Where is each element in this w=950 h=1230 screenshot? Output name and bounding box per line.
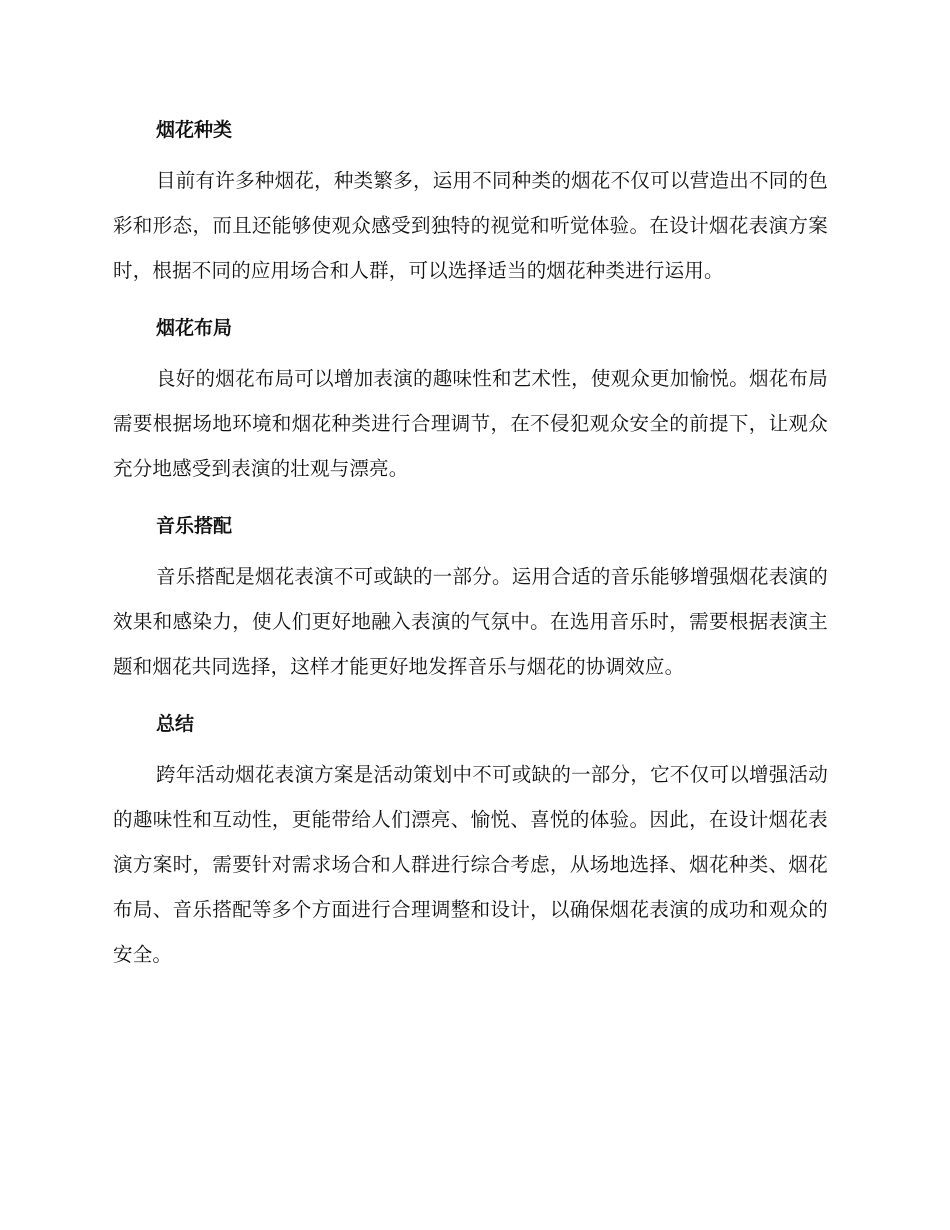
section-heading: 烟花种类 xyxy=(156,119,233,141)
section-heading: 烟花布局 xyxy=(156,317,233,339)
section-paragraph: 目前有许多种烟花，种类繁多，运用不同种类的烟花不仅可以营造出不同的色彩和形态，而且还能够使观众感受到独特的视觉和听觉体验。在设计烟花表演方案时，根据不同的应用场合和人群，可以选择适当的烟花种类进行运用。 xyxy=(113,169,828,282)
section-paragraph: 跨年活动烟花表演方案是活动策划中不可或缺的一部分，它不仅可以增强活动的趣味性和互动性，更能带给人们漂亮、愉悦、喜悦的体验。因此，在设计烟花表演方案时，需要针对需求场合和人群进行综合考虑，从场地选择、烟花种类、烟花布局、音乐搭配等多个方面进行合理调整和设计，以确保烟花表演的成功和观众的安全。 xyxy=(113,763,828,966)
section-summary xyxy=(113,704,828,977)
section-heading: 总结 xyxy=(156,713,195,735)
section-paragraph: 良好的烟花布局可以增加表演的趣味性和艺术性，使观众更加愉悦。烟花布局需要根据场地环境和烟花种类进行合理调节，在不侵犯观众安全的前提下，让观众充分地感受到表演的壮观与漂亮。 xyxy=(113,367,828,480)
section-fireworks-types xyxy=(113,110,828,293)
section-music-pairing xyxy=(113,506,828,689)
section-paragraph: 音乐搭配是烟花表演不可或缺的一部分。运用合适的音乐能够增强烟花表演的效果和感染力，使人们更好地融入表演的气氛中。在选用音乐时，需要根据表演主题和烟花共同选择，这样才能更好地发挥音乐与烟花的协调效应。 xyxy=(113,565,828,678)
section-fireworks-layout xyxy=(113,308,828,491)
section-heading: 音乐搭配 xyxy=(156,515,233,537)
